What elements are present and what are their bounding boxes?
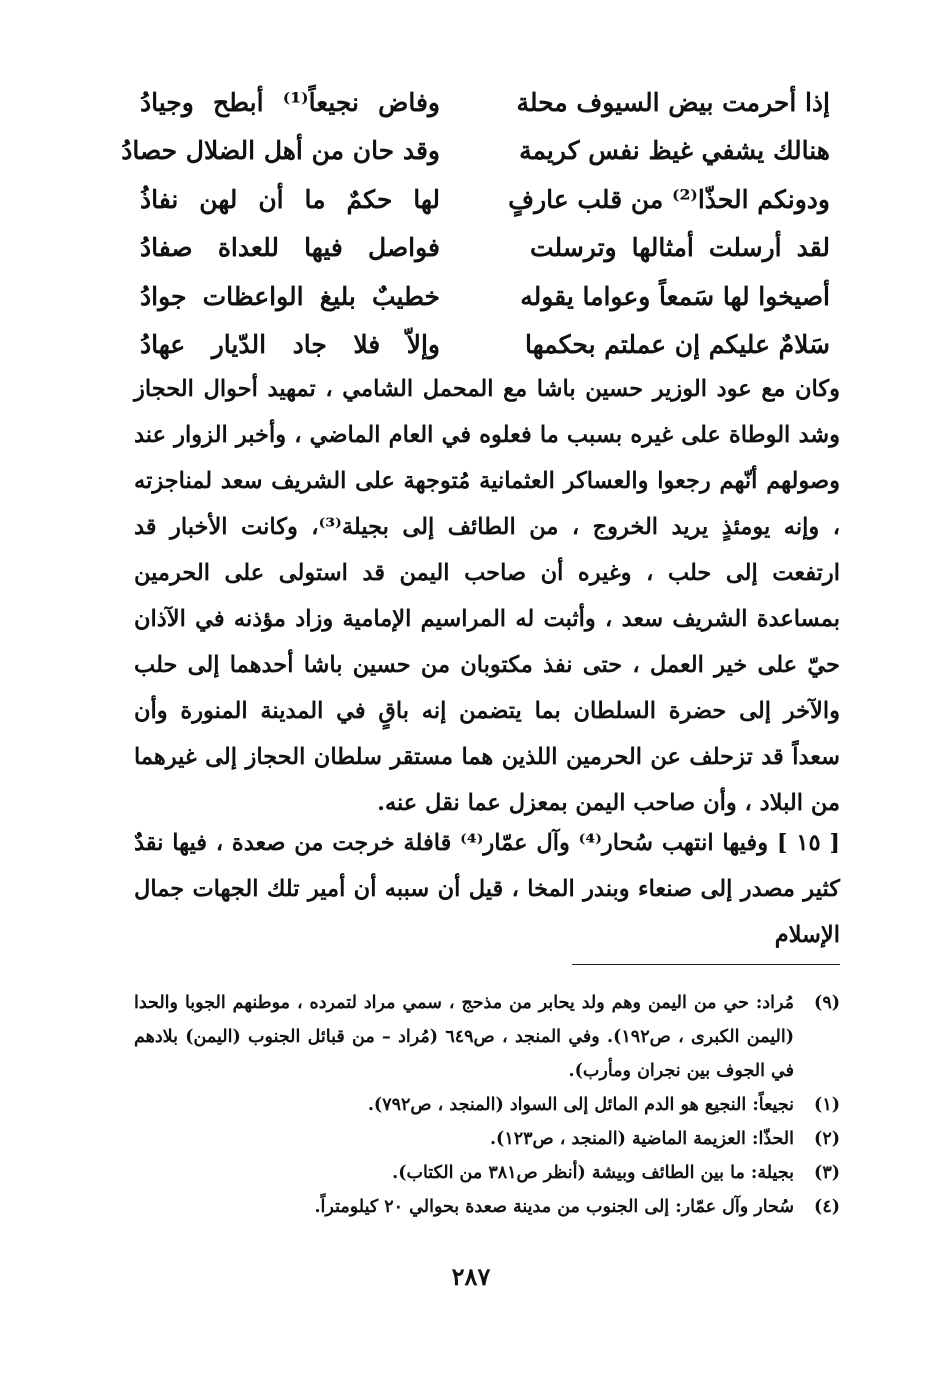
body-paragraph-numbered (134, 820, 840, 958)
body-paragraph: وكان مع عود الوزير حسين باشا مع المحمل الشامي ، تمهيد أحوال الحجاز وشد الوطاة على غيره بسبب ما فعلوه في العام الماضي ، وأخبر الزوار عند وصولهم أنّهم رجعوا والعساكر العثمانية مُتوجهة على الشريف سعد لمناجزته ، وإنه يومئذٍ يريد الخروج ، من الطائف إلى بجيلة⁽³⁾، وكانت الأخبار قد ارتفعت إلى حلب ، وغيره أن صاحب اليمن قد استولى على الحرمين بمساعدة الشريف سعد ، وأثبت له المراسيم الإمامية وزاد مؤذنه في الآذان حيّ على خير العمل ، حتى نفذ مكتوبان من حسين باشا أحدهما إلى حلب والآخر إلى حضرة السلطان بما يتضمن إنه باقٍ في المدينة المنورة وأن سعداً قد تزحلف عن الحرمين اللذين هما مستقر سلطان الحجاز إلى غيرهما من البلاد ، وأن صاحب اليمن بمعزل عما نقل عنه. (134, 376, 840, 816)
footnotes (134, 986, 840, 1224)
verse-first-hemistich: لقد أرسلت أمثالها وترسلت (530, 233, 830, 263)
verse-row (140, 224, 830, 273)
verse-row (140, 272, 830, 321)
footnote (134, 1156, 840, 1190)
verse-second-hemistich: وفاض نجيعاً⁽¹⁾ أبطح وجيادُ (140, 87, 440, 117)
footnote-number: (١) (814, 1095, 840, 1115)
footnote-number: (٤) (814, 1197, 840, 1217)
footnote-number: (٩) (814, 993, 840, 1013)
footnote-text: مُراد: حي من اليمن وهم ولد يحابر من مذحج ، سمي مراد لتمرده ، موطنهم الجوبا والحدا (اليمن الكبرى ، ص١٩٢). وفي المنجد ، ص٦٤٩ (مُراد – من قبائل الجنوب (اليمن) بلادهم في الجوف بين نجران ومأرب). (134, 993, 794, 1081)
verse-second-hemistich: لها حكمٌ ما أن لهن نفاذُ (140, 184, 440, 214)
verse-second-hemistich: خطيبٌ بليغ الواعظات جوادُ (140, 281, 440, 311)
footnote (134, 1190, 840, 1224)
verse-second-hemistich: وقد حان من أهل الضلال حصادُ (121, 136, 440, 166)
verse-row (140, 175, 830, 224)
footnote-text: بجيلة: ما بين الطائف وبيشة (أنظر ص٣٨١ من الكتاب). (392, 1163, 794, 1183)
footnote-text: نجيعاً: النجيع هو الدم المائل إلى السواد (المنجد ، ص٧٩٢). (367, 1095, 794, 1115)
paragraph-number: [ ١٥ ] (776, 830, 840, 856)
paragraph-text: وفيها انتهب سُحار⁽⁴⁾ وآل عمّار⁽⁴⁾ قافلة خرجت من صعدة ، فيها نقدٌ كثير مصدر إلى صنعاء وبندر المخا ، قيل أن سببه أن أمير تلك الجهات جمال الإسلام (134, 830, 840, 948)
verse-row (140, 78, 830, 127)
verse-first-hemistich: ودونكم الحذّا⁽²⁾ من قلب عارفٍ (508, 184, 830, 214)
footnote-divider (572, 964, 840, 965)
verse-first-hemistich: أصيخوا لها سَمعاً وعواما يقوله (520, 281, 830, 311)
verse-first-hemistich: سَلامٌ عليكم إن عملتم بحكمها (525, 330, 830, 360)
footnote (134, 986, 840, 1088)
footnote-number: (٣) (814, 1163, 840, 1183)
footnote-text: الحذّا: العزيمة الماضية (المنجد ، ص١٢٣). (489, 1129, 794, 1149)
page-number: ٢٨٧ (451, 1262, 491, 1291)
verse-second-hemistich: وإلاّ فلا جاد الدّيار عهادُ (140, 330, 440, 360)
verse-row (140, 321, 830, 370)
footnote (134, 1122, 840, 1156)
footnote-number: (٢) (814, 1129, 840, 1149)
footnote (134, 1088, 840, 1122)
footnote-text: سُحار وآل عمّار: إلى الجنوب من مدينة صعدة بحوالي ٢٠ كيلومتراً. (314, 1197, 794, 1217)
verse-second-hemistich: فواصل فيها للعداة صفادُ (140, 233, 440, 263)
verse-first-hemistich: إذا أحرمت بيض السيوف محلة (516, 87, 830, 117)
verse-first-hemistich: هنالك يشفي غيظ نفس كريمة (519, 136, 830, 166)
poem-verses (121, 78, 830, 369)
verse-row (121, 127, 830, 176)
